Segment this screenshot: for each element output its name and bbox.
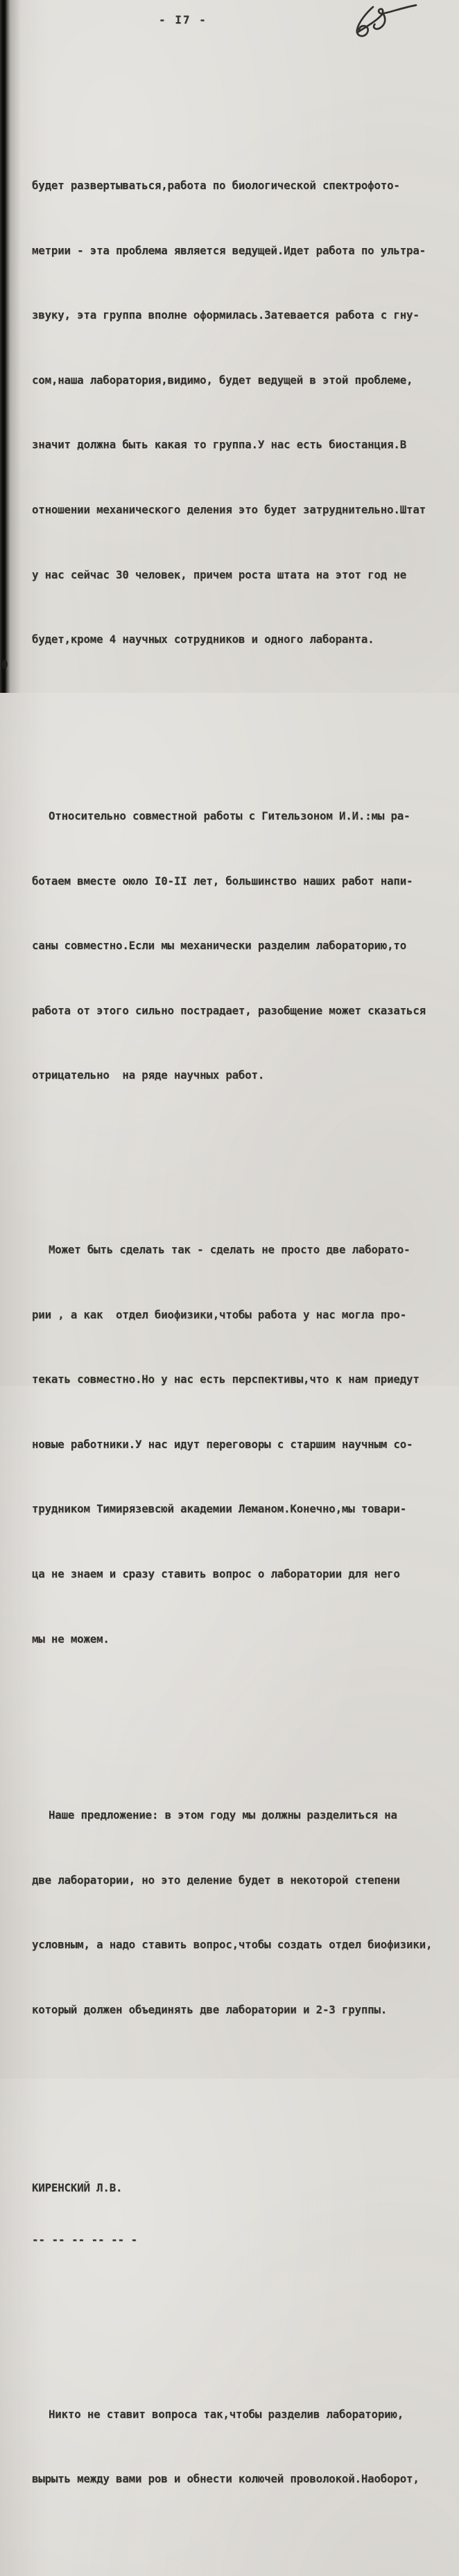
text-line: Может быть сделать так - сделать не просто две лаборато- [49, 1242, 410, 1256]
text-line: отрицательно на ряде научных работ. [32, 1068, 265, 1082]
text-line: вырыть между вами ров и обнести колючей проволокой.Наоборот, [32, 2472, 419, 2486]
text-line: ца не знаем и сразу ставить вопрос о лаборатории для него [32, 1567, 400, 1581]
text-line: у нас сейчас 30 человек, причем роста штата на этот год не [32, 567, 407, 581]
speaker-name: КИРЕНСКИЙ Л.В. [32, 2180, 123, 2194]
text-line: текать совместно.Но у нас есть перспективы,что к нам приедут [32, 1373, 419, 1386]
text-line: две лаборатории, но это деление будет в некоторой степени [32, 1873, 400, 1887]
text-line: отношении механического деления это будет затруднительно.Штат [32, 503, 426, 517]
text-line: Наше предложение: в этом году мы должны разделиться на [49, 1808, 397, 1822]
text-line: сом,наша лаборатория,видимо, будет ведущей в этой проблеме, [32, 373, 413, 387]
scan-edge-shadow [0, 0, 21, 693]
text-line: мы не можем. [32, 1632, 110, 1646]
text-line: звуку, эта группа вполне оформилась.Затевается работа с гну- [32, 308, 419, 322]
page-number: - I7 - [159, 13, 207, 26]
handwritten-65-strokes [349, 1, 418, 42]
typewritten-text-block [32, 67, 448, 2576]
text-line: будет,кроме 4 научных сотрудников и одного лаборанта. [32, 633, 374, 646]
ink-speck [2, 660, 8, 669]
text-line: условным, а надо ставить вопрос,чтобы создать отдел биофизики, [32, 1938, 433, 1952]
text-line: метрии - эта проблема является ведущей.Идет работа по ультра- [32, 243, 426, 257]
text-line: трудником Тимирязевсюй академии Леманом.Конечно,мы товари- [32, 1502, 407, 1516]
text-line: работа от этого сильно пострадает, разобщение может сказаться [32, 1003, 426, 1017]
handwritten-page-number [349, 1, 418, 44]
text-line: новые работники.У нас идут переговоры с старшим научным со- [32, 1437, 413, 1451]
speaker-underline-dashes: -- -- -- -- -- - [32, 2233, 138, 2247]
text-line: Относительно совместной работы с Гительзоном И.И.:мы ра- [49, 809, 410, 822]
text-line: саны совместно.Если мы механически разделим лабораторию,то [32, 939, 407, 953]
text-line: который должен объединять две лаборатории и 2-3 группы. [32, 2003, 388, 2017]
paragraph-1 [32, 132, 448, 694]
text-line: Никто не ставит вопроса так,чтобы разделив лабораторию, [49, 2407, 404, 2421]
paragraph-3 [32, 1196, 448, 1693]
text-line: значит должна быть какая то группа.У нас есть биостанция.В [32, 438, 407, 452]
text-line: ботаем вместе оюло I0-II лет, большинство наших работ напи- [32, 874, 413, 888]
paragraph-4 [32, 1761, 448, 2064]
text-line: рии , а как отдел биофизики,чтобы работа у нас могла про- [32, 1307, 407, 1321]
paragraph-2 [32, 762, 448, 1129]
speaker-heading [32, 2133, 448, 2288]
paragraph-5 [32, 2360, 448, 2533]
text-line: будет развертываться,работа по биологической спектрофото- [32, 179, 400, 193]
